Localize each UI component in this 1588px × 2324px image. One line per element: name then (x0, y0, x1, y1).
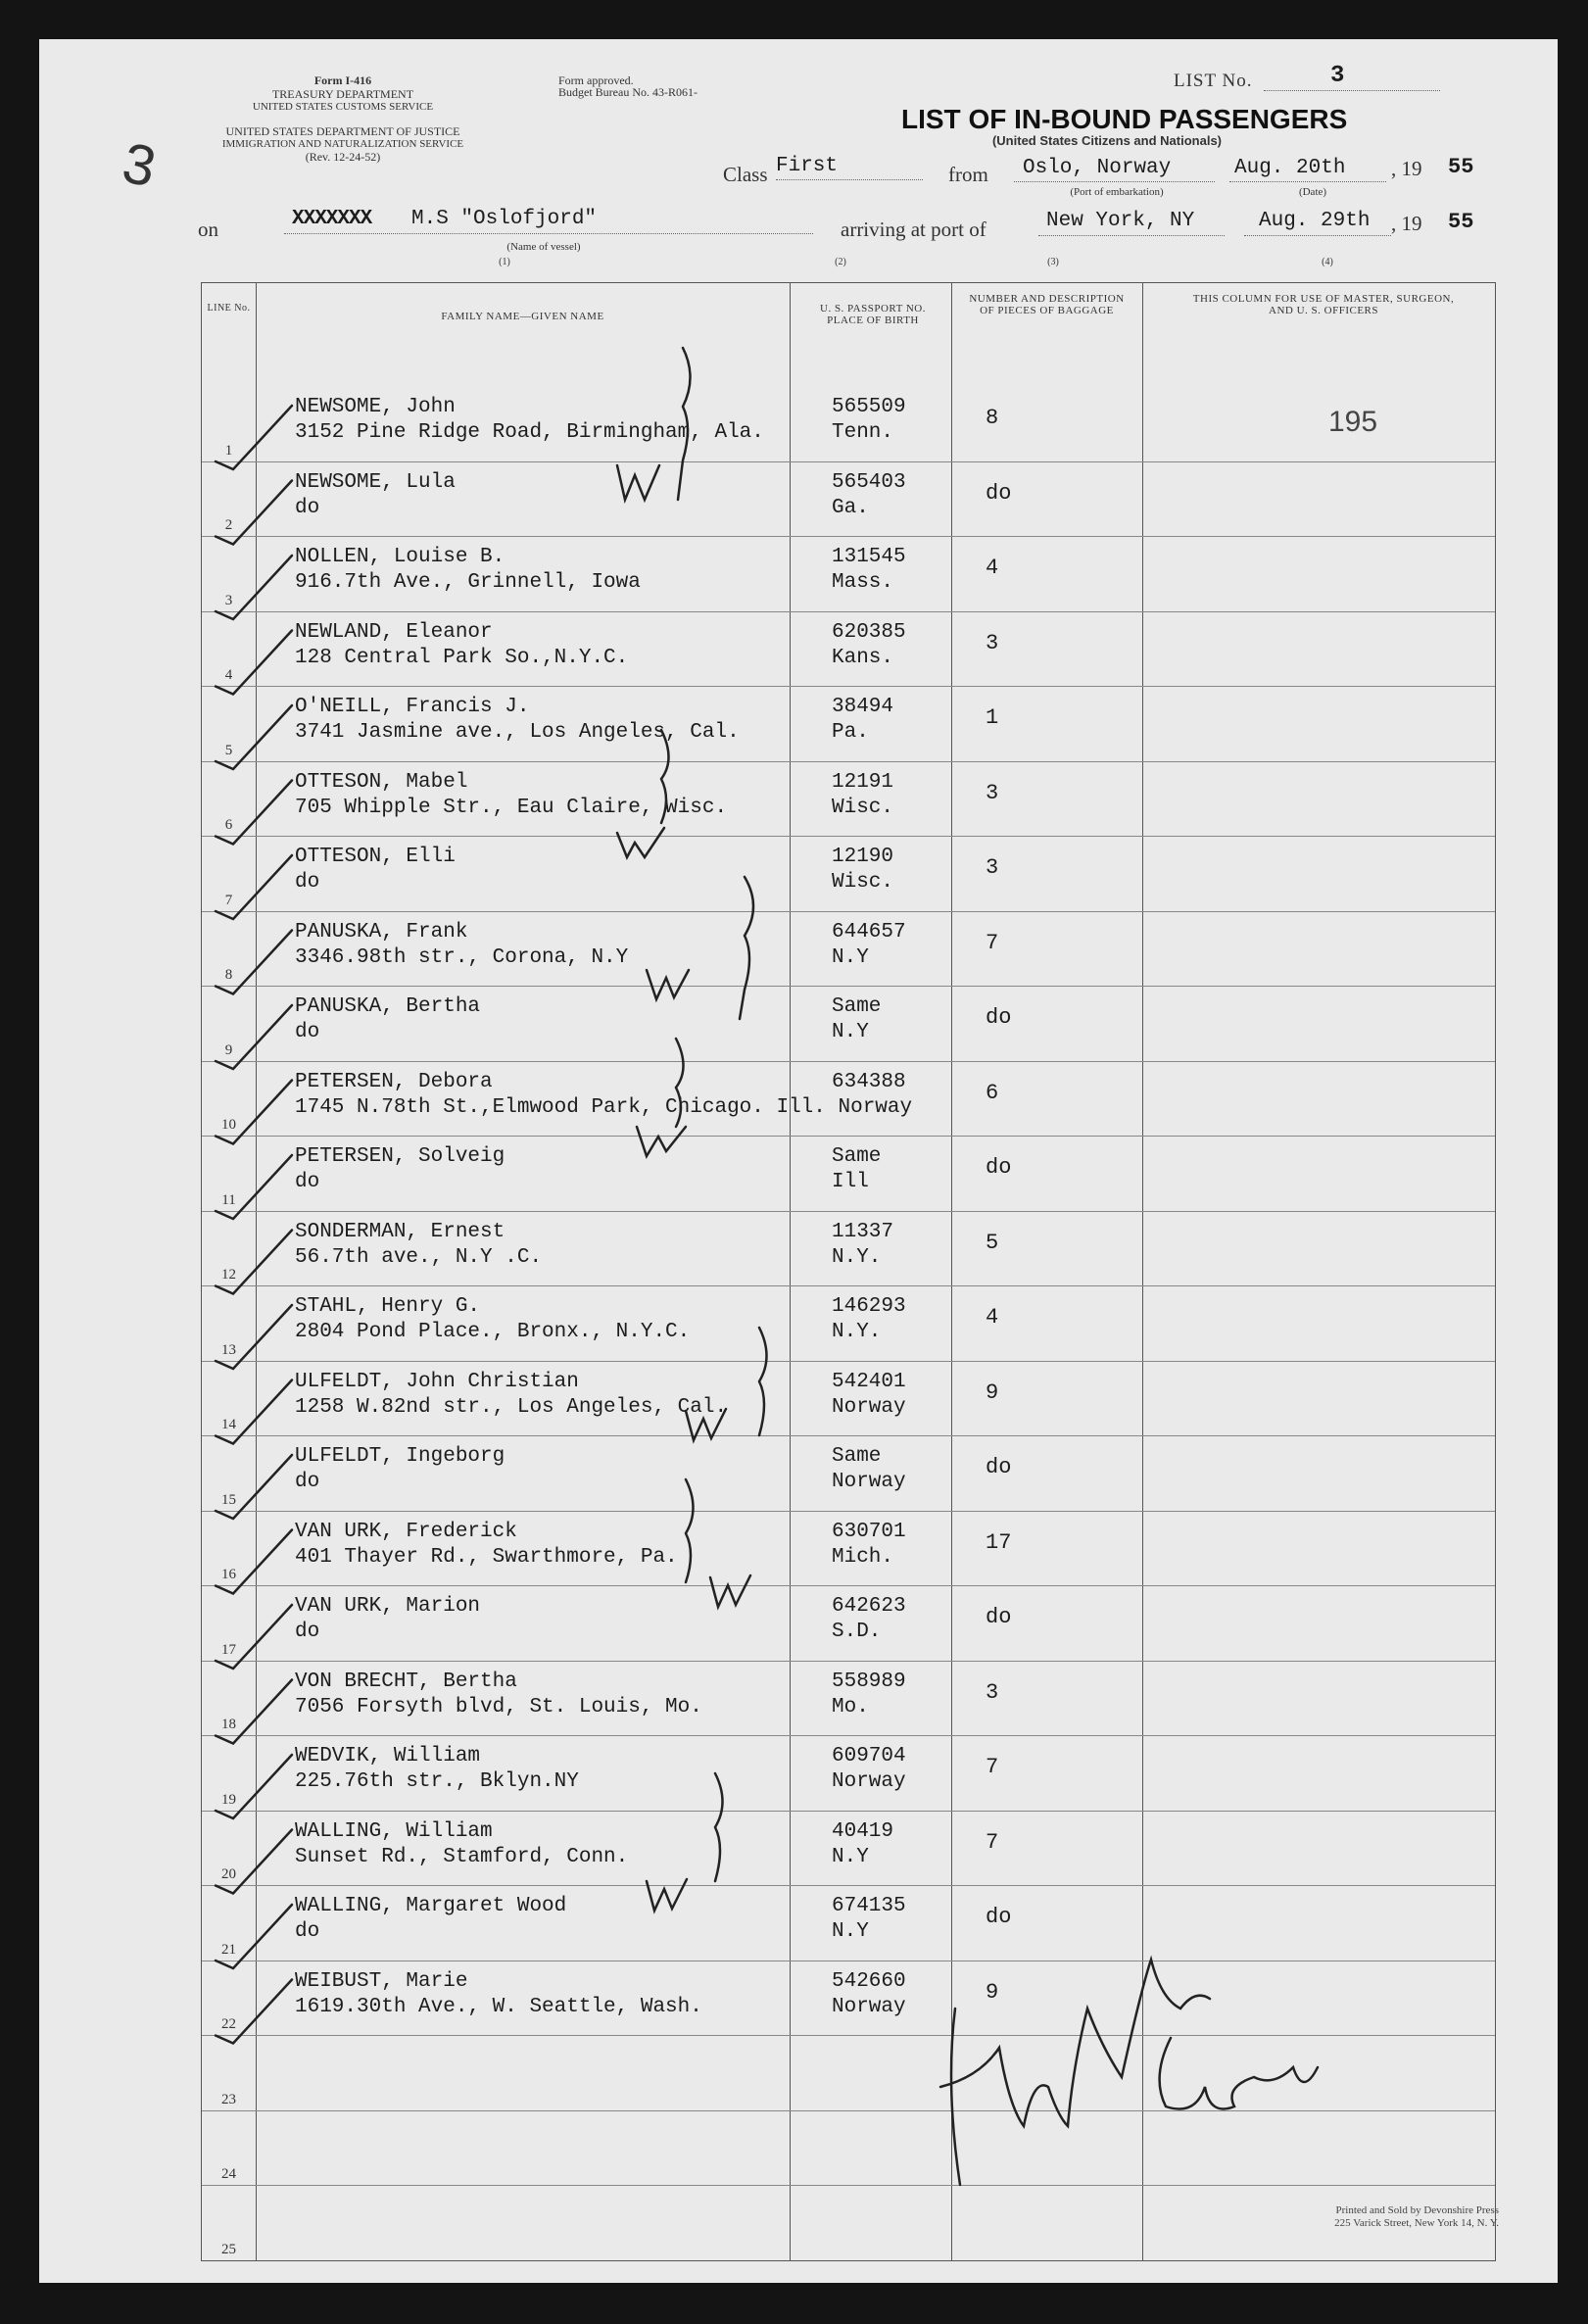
passport-number: Same (832, 1445, 882, 1468)
place-of-birth: Pa. (832, 721, 869, 744)
passport-number: 609704 (832, 1745, 906, 1767)
line-number: 14 (221, 1417, 236, 1432)
table-row (202, 1435, 1495, 1511)
table-row (202, 761, 1495, 837)
line-number: 2 (224, 517, 233, 533)
line-number: 6 (224, 817, 233, 833)
table-row (202, 1285, 1495, 1361)
passport-number: 642623 (832, 1595, 906, 1618)
line-number: 1 (224, 442, 233, 459)
officer-note: 195 (1328, 406, 1378, 438)
passenger-name: VON BRECHT, Bertha (295, 1670, 517, 1693)
vessel-underline (284, 233, 813, 234)
passport-number: 12190 (832, 846, 894, 868)
line-number: 3 (224, 592, 233, 608)
arrival-year: 55 (1448, 210, 1474, 234)
line-number: 18 (221, 1717, 236, 1732)
baggage-count: 5 (986, 1230, 999, 1255)
embark-caption: (Port of embarkation) (1070, 186, 1164, 198)
embark-port: Oslo, Norway (1023, 157, 1172, 179)
line-number: 25 (221, 2241, 236, 2257)
passenger-address: do (295, 1171, 320, 1193)
passenger-address: 916.7th Ave., Grinnell, Iowa (295, 571, 641, 594)
list-no-value: 3 (1330, 63, 1345, 89)
passenger-name: VAN URK, Marion (295, 1595, 481, 1618)
col-marker-4: (4) (1322, 257, 1333, 267)
printer-line-2: 225 Varick Street, New York 14, N. Y. (1334, 2217, 1499, 2229)
form-approved: Form approved. (558, 73, 634, 87)
table-row (202, 2110, 1495, 2186)
col-marker-3: (3) (1047, 257, 1059, 267)
depart-date: Aug. 20th (1234, 157, 1346, 179)
place-of-birth: N.Y (832, 945, 869, 969)
passport-number: 644657 (832, 920, 906, 944)
passport-number: 542660 (832, 1969, 906, 1993)
place-of-birth: Mo. (832, 1695, 869, 1719)
passenger-address: do (295, 871, 320, 894)
place-of-birth: Norway (832, 1395, 906, 1419)
line-number: 22 (221, 2016, 236, 2032)
line-number: 20 (221, 1866, 236, 1882)
passenger-address: do (295, 1471, 320, 1493)
passenger-address: 1745 N.78th St.,Elmwood Park, Chicago. Ill. Norway (295, 1095, 913, 1119)
table-row (202, 986, 1495, 1061)
table-row (202, 386, 1495, 461)
baggage-count: 9 (986, 1979, 999, 2005)
arrival-date: Aug. 29th (1259, 210, 1371, 232)
arrival-date-underline (1244, 235, 1391, 236)
table-row (202, 836, 1495, 911)
arrival-year-prefix: , 19 (1391, 212, 1422, 235)
place-of-birth: N.Y (832, 1021, 869, 1043)
passenger-name: WALLING, William (295, 1819, 493, 1843)
table-row (202, 1661, 1495, 1736)
baggage-count: 4 (986, 556, 999, 580)
place-of-birth: Mass. (832, 571, 894, 594)
place-of-birth: Wisc. (832, 871, 894, 894)
header-passport: U. S. PASSPORT NO. PLACE OF BIRTH (820, 303, 926, 326)
baggage-count: 9 (986, 1380, 999, 1405)
passenger-address: 225.76th str., Bklyn.NY (295, 1770, 579, 1793)
baggage-count: do (986, 1905, 1012, 1929)
depart-year: 55 (1448, 155, 1474, 179)
passenger-address: 3346.98th str., Corona, N.Y (295, 945, 629, 969)
line-number: 21 (221, 1941, 236, 1958)
passenger-address: 128 Central Park So.,N.Y.C. (295, 646, 629, 669)
passport-number: 40419 (832, 1819, 894, 1843)
passport-number: 38494 (832, 696, 894, 718)
passport-number: Same (832, 1145, 882, 1168)
justice-dept: UNITED STATES DEPARTMENT OF JUSTICE (225, 124, 460, 138)
class-label: Class (723, 163, 768, 186)
line-number: 8 (224, 967, 233, 983)
treasury-dept: TREASURY DEPARTMENT (271, 87, 414, 101)
line-number: 11 (221, 1191, 236, 1208)
baggage-count: do (986, 1005, 1012, 1030)
line-number: 7 (224, 892, 233, 908)
passenger-address: do (295, 1021, 320, 1043)
place-of-birth: Tenn. (832, 421, 894, 444)
vessel-caption: (Name of vessel) (506, 241, 581, 253)
line-number: 9 (224, 1041, 233, 1058)
arrival-port: New York, NY (1046, 210, 1195, 232)
ins-service: IMMIGRATION AND NATURALIZATION SERVICE (221, 138, 464, 150)
table-row (202, 2185, 1495, 2260)
passenger-name: VAN URK, Frederick (295, 1520, 517, 1543)
table-row (202, 1811, 1495, 1886)
passenger-address: 2804 Pond Place., Bronx., N.Y.C. (295, 1321, 691, 1343)
page-title: LIST OF IN-BOUND PASSENGERS (901, 104, 1348, 134)
table-row (202, 1585, 1495, 1661)
class-value: First (776, 155, 839, 177)
class-underline (776, 179, 923, 180)
baggage-count: 7 (986, 1755, 999, 1779)
page-subtitle: (United States Citizens and Nationals) (991, 133, 1223, 148)
baggage-count: 4 (986, 1305, 999, 1330)
list-no-label: LIST No. (1174, 71, 1253, 91)
vessel-struck: XXXXXXX (292, 208, 372, 230)
passenger-name: NEWSOME, Lula (295, 470, 456, 494)
place-of-birth: N.Y (832, 1920, 869, 1943)
from-label: from (948, 163, 988, 186)
passport-number: 634388 (832, 1070, 906, 1093)
passenger-name: NOLLEN, Louise B. (295, 546, 505, 568)
passenger-address: 401 Thayer Rd., Swarthmore, Pa. (295, 1545, 678, 1569)
place-of-birth: Norway (832, 1471, 906, 1493)
baggage-count: 8 (986, 406, 999, 430)
baggage-count: do (986, 1605, 1012, 1629)
place-of-birth: Norway (832, 1770, 906, 1793)
table-row (202, 2035, 1495, 2110)
baggage-count: 3 (986, 855, 999, 880)
passenger-address: 56.7th ave., N.Y .C. (295, 1245, 543, 1269)
passenger-address: 3741 Jasmine ave., Los Angeles, Cal. (295, 721, 740, 744)
printer-line-1: Printed and Sold by Devonshire Press (1335, 2204, 1499, 2216)
table-row (202, 1211, 1495, 1286)
passenger-name: STAHL, Henry G. (295, 1295, 481, 1318)
baggage-count: 1 (986, 705, 999, 730)
baggage-count: 6 (986, 1080, 999, 1105)
printer-imprint (1334, 2204, 1499, 2230)
table-row (202, 1885, 1495, 1961)
line-number: 24 (221, 2166, 236, 2182)
baggage-count: 3 (986, 630, 999, 655)
passport-number: 565403 (832, 470, 906, 494)
passport-number: 542401 (832, 1370, 906, 1393)
passport-number: 12191 (832, 770, 894, 794)
passenger-address: do (295, 1920, 320, 1943)
header-baggage: NUMBER AND DESCRIPTION OF PIECES OF BAGGAGE (969, 293, 1125, 316)
passenger-address: Sunset Rd., Stamford, Conn. (295, 1845, 629, 1868)
header-officers: THIS COLUMN FOR USE OF MASTER, SURGEON, AND U. S. OFFICERS (1192, 293, 1455, 316)
budget-bureau: Budget Bureau No. 43-R061- (558, 85, 698, 99)
arriving-label: arriving at port of (841, 218, 986, 241)
place-of-birth: N.Y. (832, 1321, 882, 1343)
passport-number: 11337 (832, 1220, 894, 1243)
vessel-name: M.S "Oslofjord" (411, 208, 598, 230)
table-row (202, 1511, 1495, 1586)
passenger-name: WALLING, Margaret Wood (295, 1895, 567, 1917)
passport-number: 630701 (832, 1520, 906, 1543)
passenger-name: PETERSEN, Debora (295, 1070, 493, 1093)
passport-number: 146293 (832, 1295, 906, 1318)
place-of-birth: Ga. (832, 496, 869, 519)
passenger-name: OTTESON, Elli (295, 846, 456, 868)
arrival-port-underline (1038, 235, 1225, 236)
passenger-table (201, 282, 1496, 2261)
place-of-birth: Norway (832, 1995, 906, 2018)
passenger-name: WEDVIK, William (295, 1745, 481, 1767)
table-row (202, 911, 1495, 987)
line-number: 23 (221, 2091, 236, 2107)
passport-number: 674135 (832, 1895, 906, 1917)
line-number: 19 (221, 1791, 236, 1808)
passenger-name: ULFELDT, John Christian (295, 1370, 579, 1393)
header-line-no: LINE No. (207, 303, 251, 314)
place-of-birth: Kans. (832, 646, 894, 669)
table-row (202, 1961, 1495, 2036)
passenger-address: 1619.30th Ave., W. Seattle, Wash. (295, 1995, 702, 2018)
col-marker-2: (2) (835, 257, 846, 267)
table-row (202, 1061, 1495, 1137)
place-of-birth: Mich. (832, 1545, 894, 1569)
manifest-page (39, 39, 1558, 2283)
table-row (202, 461, 1495, 537)
baggage-count: 3 (986, 1679, 999, 1705)
line-number: 5 (224, 742, 233, 758)
passport-number: 558989 (832, 1670, 906, 1693)
col-marker-1: (1) (499, 257, 510, 267)
line-number: 12 (221, 1267, 236, 1283)
baggage-count: 3 (986, 780, 999, 805)
passenger-name: ULFELDT, Ingeborg (295, 1445, 505, 1468)
baggage-count: 7 (986, 930, 999, 955)
table-body (202, 386, 1495, 2260)
passenger-address: 1258 W.82nd str., Los Angeles, Cal. (295, 1395, 728, 1419)
place-of-birth: N.Y. (832, 1245, 882, 1269)
passenger-address: 705 Whipple Str., Eau Claire, Wisc. (295, 796, 728, 819)
passport-number: 620385 (832, 620, 906, 644)
line-number: 4 (224, 667, 233, 683)
table-row (202, 1735, 1495, 1811)
place-of-birth: Ill (832, 1171, 869, 1193)
baggage-count: 7 (986, 1829, 999, 1855)
passenger-name: PANUSKA, Bertha (295, 995, 481, 1018)
line-number: 10 (221, 1117, 236, 1133)
passenger-name: NEWLAND, Eleanor (295, 620, 493, 644)
embark-underline (1014, 181, 1215, 182)
margin-number: 3 (117, 130, 162, 200)
passenger-address: do (295, 1621, 320, 1643)
list-no-underline (1264, 90, 1440, 91)
passenger-address: do (295, 496, 320, 519)
line-number: 17 (221, 1641, 236, 1658)
passenger-name: OTTESON, Mabel (295, 770, 468, 794)
date-caption: (Date) (1298, 186, 1327, 198)
line-number: 15 (221, 1491, 236, 1508)
baggage-count: do (986, 1455, 1012, 1479)
depart-date-underline (1229, 181, 1386, 182)
header-name: FAMILY NAME—GIVEN NAME (441, 311, 604, 322)
passport-number: 131545 (832, 546, 906, 568)
baggage-count: do (986, 480, 1012, 506)
passenger-name: SONDERMAN, Ernest (295, 1220, 505, 1243)
passenger-name: WEIBUST, Marie (295, 1969, 468, 1993)
table-row (202, 536, 1495, 611)
line-number: 16 (221, 1567, 236, 1582)
place-of-birth: N.Y (832, 1845, 869, 1868)
passenger-address: 3152 Pine Ridge Road, Birmingham, Ala. (295, 421, 764, 444)
place-of-birth: S.D. (832, 1621, 882, 1643)
table-row (202, 611, 1495, 687)
on-label: on (198, 218, 218, 241)
baggage-count: do (986, 1155, 1012, 1180)
passenger-address: 7056 Forsyth blvd, St. Louis, Mo. (295, 1695, 702, 1719)
passenger-name: O'NEILL, Francis J. (295, 696, 530, 718)
revision: (Rev. 12-24-52) (305, 150, 381, 164)
customs-service: UNITED STATES CUSTOMS SERVICE (252, 101, 434, 113)
depart-year-prefix: , 19 (1391, 157, 1422, 180)
passenger-name: PETERSEN, Solveig (295, 1145, 505, 1168)
passport-number: Same (832, 995, 882, 1018)
line-number: 13 (221, 1341, 236, 1358)
table-row (202, 686, 1495, 761)
form-number: Form I-416 (313, 73, 372, 87)
table-row (202, 1361, 1495, 1436)
table-row (202, 1136, 1495, 1211)
baggage-count: 17 (986, 1529, 1012, 1555)
passenger-name: PANUSKA, Frank (295, 920, 468, 944)
passport-number: 565509 (832, 396, 906, 418)
passenger-name: NEWSOME, John (295, 396, 456, 418)
place-of-birth: Wisc. (832, 796, 894, 819)
